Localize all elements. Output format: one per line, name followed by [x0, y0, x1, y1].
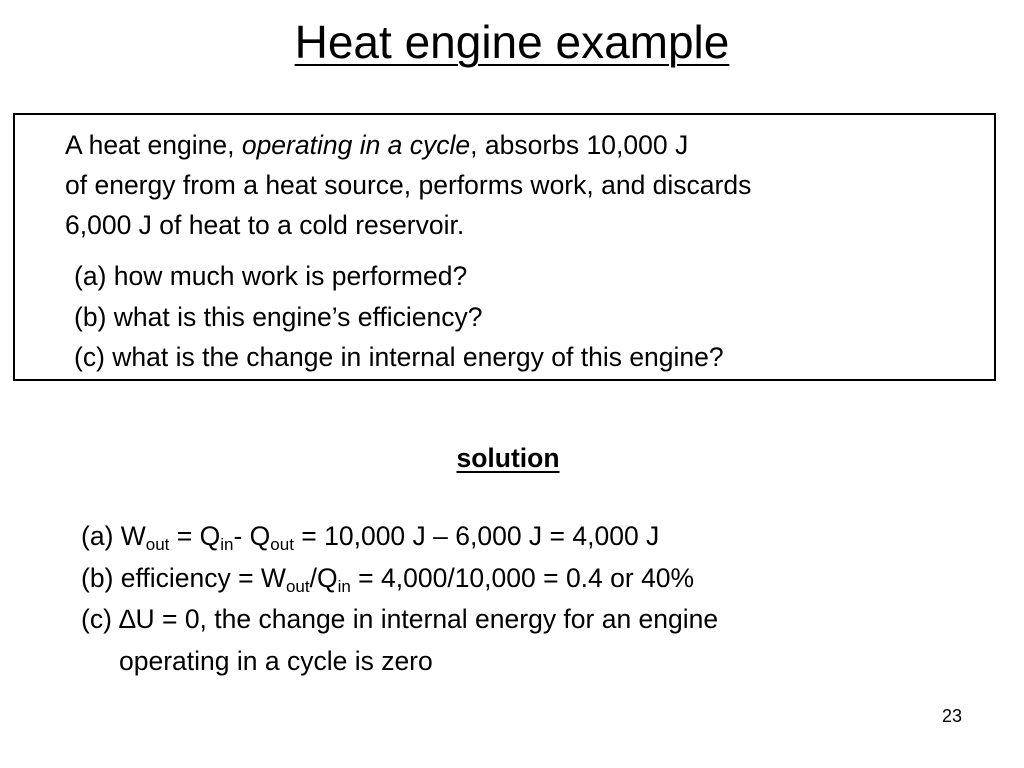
solution-b-sub-in: in: [337, 576, 351, 596]
solution-a-mid2: - Q: [233, 521, 271, 551]
page-number: 23: [941, 706, 962, 726]
solution-a-mid1: = Q: [169, 521, 221, 551]
solution-b: [81, 558, 981, 600]
problem-box: [13, 113, 996, 381]
question-list: [74, 256, 994, 378]
solution-a-sub-in: in: [220, 535, 234, 554]
problem-statement: [65, 125, 985, 245]
problem-intro-before: A heat engine,: [65, 130, 242, 160]
problem-intro-after: , absorbs 10,000 J: [470, 130, 689, 160]
solution-a-sub-out: out: [145, 535, 170, 554]
solution-b-sub-out: out: [285, 576, 310, 596]
solution-b-prefix: (b) efficiency = W: [81, 562, 286, 593]
solution-a-prefix: (a) W: [81, 521, 146, 551]
solution-a-sub-out-2: out: [270, 535, 294, 554]
solution-a-rest: = 10,000 J – 6,000 J = 4,000 J: [293, 521, 660, 551]
slide-title: [0, 14, 1024, 70]
slide-title-text: Heat engine example: [294, 16, 730, 68]
question-c: (c) what is the change in internal energy of this engine?: [74, 342, 724, 372]
solution-heading-text: solution: [456, 443, 560, 473]
solution-a: [81, 516, 981, 558]
solution-c-line-2: operating in a cycle is zero: [119, 645, 433, 676]
question-b: (b) what is this engine’s efficiency?: [74, 301, 483, 332]
problem-line-2: of energy from a heat source, performs work, and discards: [65, 170, 752, 200]
problem-line-3: 6,000 J of heat to a cold reservoir.: [65, 210, 465, 240]
solution-heading: [0, 440, 1016, 476]
question-a: (a) how much work is performed?: [74, 261, 468, 291]
problem-line-1: [65, 125, 985, 165]
solution-c-line-1: (c) ∆U = 0, the change in internal energy for an engine: [81, 604, 719, 634]
solution-b-mid1: /Q: [309, 562, 338, 593]
solution-b-rest: = 4,000/10,000 = 0.4 or 40%: [350, 562, 695, 593]
problem-intro-italic: operating in a cycle: [241, 130, 471, 160]
solution-body: [81, 516, 981, 682]
